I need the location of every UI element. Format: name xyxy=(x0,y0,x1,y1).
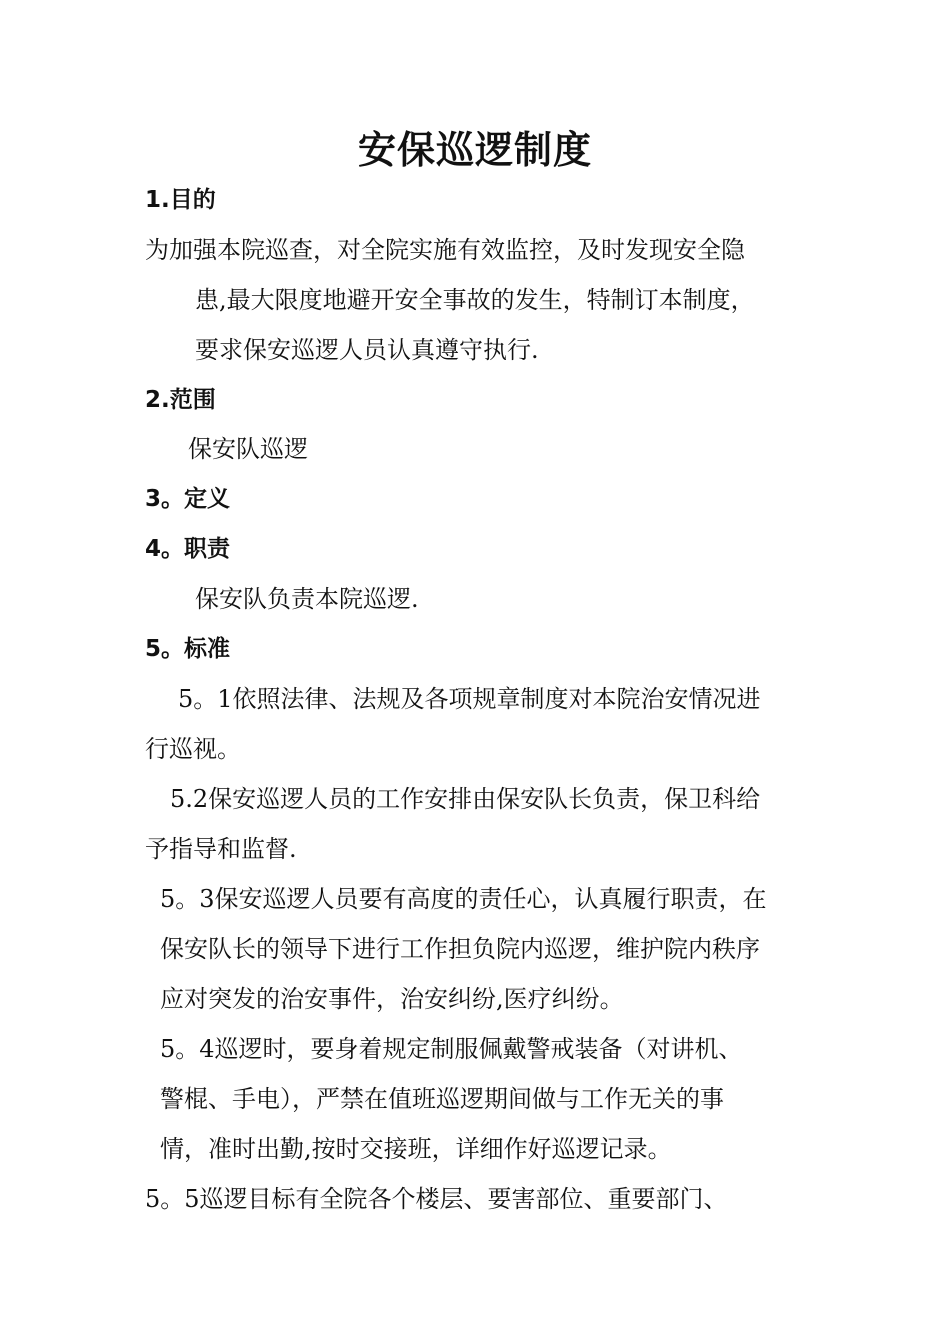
standard-5-3-line-3: 应对突发的治安事件，治安纠纷,医疗纠纷。 xyxy=(160,985,624,1013)
standard-5-1-line-1: 5。1依照法律、法规及各项规章制度对本院治安情况进 xyxy=(178,685,761,713)
section-heading-definition: 3。定义 xyxy=(145,486,231,512)
section-heading-purpose: 1.目的 xyxy=(145,187,216,213)
section-heading-scope: 2.范围 xyxy=(145,387,216,413)
standard-5-4-line-1: 5。4巡逻时，要身着规定制服佩戴警戒装备（对讲机、 xyxy=(160,1035,743,1063)
scope-line-1: 保安队巡逻 xyxy=(188,435,308,463)
standard-5-2-line-2: 予指导和监督. xyxy=(145,835,297,863)
standard-5-3-line-2: 保安队长的领导下进行工作担负院内巡逻，维护院内秩序 xyxy=(160,935,760,963)
standard-5-4-line-3: 情，准时出勤,按时交接班，详细作好巡逻记录。 xyxy=(160,1135,672,1163)
standard-5-1-line-2: 行巡视。 xyxy=(145,735,241,763)
standard-5-2-line-1: 5.2保安巡逻人员的工作安排由保安队长负责，保卫科给 xyxy=(170,785,761,813)
standard-5-5-line-1: 5。5巡逻目标有全院各个楼层、要害部位、重要部门、 xyxy=(145,1185,728,1213)
responsibility-line-1: 保安队负责本院巡逻. xyxy=(195,585,419,613)
purpose-line-1: 为加强本院巡查，对全院实施有效监控，及时发现安全隐 xyxy=(145,236,745,264)
section-heading-standard: 5。标准 xyxy=(145,636,231,662)
purpose-line-3: 要求保安巡逻人员认真遵守执行. xyxy=(195,336,539,364)
standard-5-4-line-2: 警棍、手电），严禁在值班巡逻期间做与工作无关的事 xyxy=(160,1085,724,1113)
section-heading-responsibility: 4。职责 xyxy=(145,536,231,562)
purpose-line-2: 患,最大限度地避开安全事故的发生，特制订本制度， xyxy=(195,286,755,314)
document-title: 安保巡逻制度 xyxy=(357,127,592,172)
standard-5-3-line-1: 5。3保安巡逻人员要有高度的责任心，认真履行职责，在 xyxy=(160,885,767,913)
